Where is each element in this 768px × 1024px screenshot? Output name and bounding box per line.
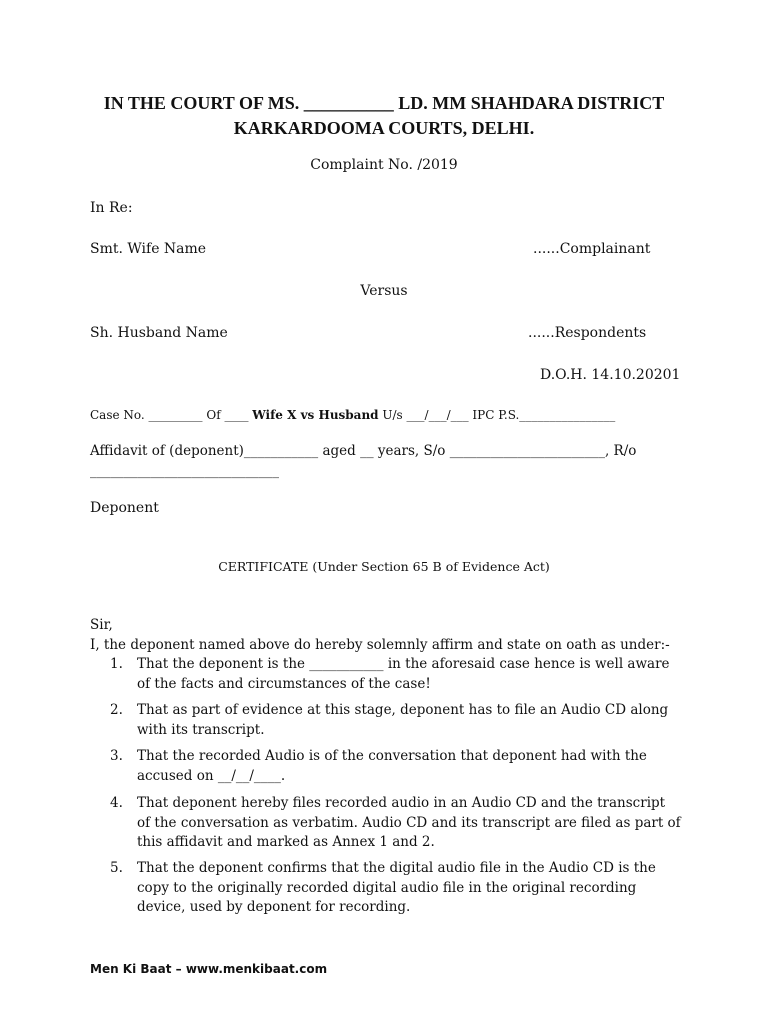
list-item-number: 5. — [110, 860, 123, 876]
list-item: That as part of evidence at this stage, deponent has to file an Audio CD along with its transcript. — [137, 702, 669, 738]
respondent-name: Sh. Husband Name — [90, 325, 228, 341]
list-item: That the recorded Audio is of the conversation that deponent had with the accused on __/__/____. — [137, 748, 647, 784]
list-item-number: 3. — [110, 748, 123, 764]
list-item: That deponent hereby files recorded audio in an Audio CD and the transcript of the conversation as verbatim. Audio CD and its transcript are filed as part of this affidavit and marked as Annex 1 and 2. — [137, 795, 681, 850]
list-item-number: 2. — [110, 702, 123, 718]
certificate-title: CERTIFICATE (Under Section 65 B of Evidence Act) — [218, 559, 550, 574]
case-line-prefix: Case No. _________ Of ____ — [90, 408, 253, 422]
intro-statement: I, the deponent named above do hereby solemnly affirm and state on oath as under:- — [90, 637, 670, 653]
deponent-label: Deponent — [90, 500, 159, 516]
list-item: That the deponent confirms that the digital audio file in the Audio CD is the copy to the originally recorded digital audio file in the original recording device, used by deponent for recording. — [137, 860, 656, 915]
footer-source: Men Ki Baat – www.menkibaat.com — [90, 962, 328, 976]
in-re-label: In Re: — [90, 200, 133, 216]
affidavit-line1: Affidavit of (deponent)___________ aged __ years, S/o _______________________, R/o — [90, 443, 637, 459]
list-item-number: 4. — [110, 795, 123, 811]
complainant-name: Smt. Wife Name — [90, 241, 207, 257]
complainant-role: ......Complainant — [533, 241, 651, 257]
case-number-line — [90, 408, 615, 422]
respondent-role: ......Respondents — [528, 325, 647, 341]
date-of-hearing: D.O.H. 14.10.20201 — [540, 367, 681, 383]
complaint-number: Complaint No. /2019 — [310, 157, 458, 173]
salutation: Sir, — [90, 617, 113, 633]
case-title: Wife X vs Husband — [252, 408, 379, 422]
list-item-number: 1. — [110, 656, 123, 672]
court-heading-line1: IN THE COURT OF MS. __________ LD. MM SHAHDARA DISTRICT — [103, 93, 665, 113]
affidavit-line2: ____________________________ — [90, 463, 279, 479]
list-item: That the deponent is the ___________ in the aforesaid case hence is well aware of the facts and circumstances of the case! — [137, 656, 670, 692]
versus-label: Versus — [360, 283, 408, 299]
court-heading-line2: KARKARDOOMA COURTS, DELHI. — [233, 118, 535, 138]
case-line-suffix: U/s ___/___/___ IPC P.S.________________ — [378, 408, 616, 422]
